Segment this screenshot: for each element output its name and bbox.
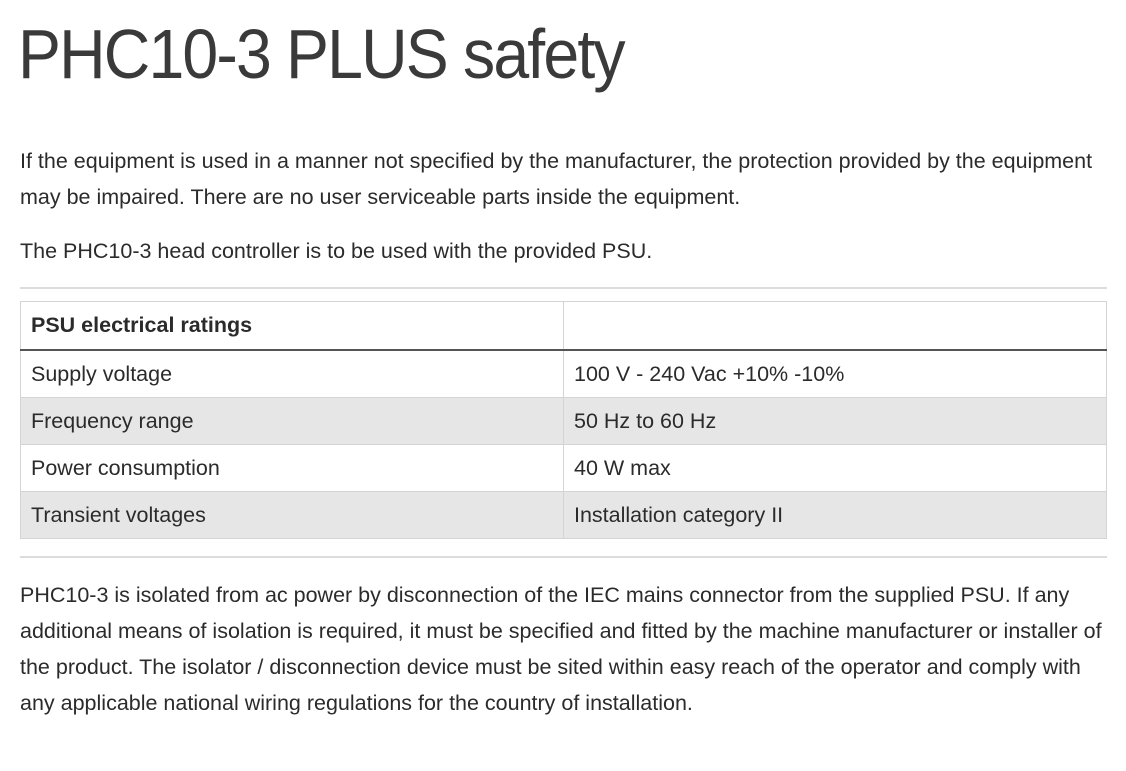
isolation-paragraph: PHC10-3 is isolated from ac power by disconnection of the IEC mains connector from the supplied PSU. If any additional means of isolation is required, it must be specified and fitted by the machine manufacturer or installer of the product. The isolator / disconnection device must be sited within easy reach of the operator and comply with any applicable national wiring regulations for the country of installation.: [20, 583, 1102, 715]
table-cell-label: Frequency range: [21, 398, 564, 445]
table-row: [21, 445, 1107, 492]
table-row: [21, 350, 1107, 398]
divider-top: [20, 287, 1107, 289]
table-cell-value: 50 Hz to 60 Hz: [564, 398, 1107, 445]
divider-bottom: [20, 556, 1107, 558]
psu-ratings-table: [20, 301, 1107, 539]
page-title: PHC10-3 PLUS safety: [18, 15, 624, 93]
table-row: [21, 492, 1107, 539]
table-header-cell: [564, 302, 1107, 351]
table-cell-value: 100 V - 240 Vac +10% -10%: [564, 350, 1107, 398]
table-header-row: [21, 302, 1107, 351]
table-cell-value: 40 W max: [564, 445, 1107, 492]
table-cell-label: Power consumption: [21, 445, 564, 492]
table-cell-label: Transient voltages: [21, 492, 564, 539]
table-cell-value: Installation category II: [564, 492, 1107, 539]
table-header-cell: PSU electrical ratings: [21, 302, 564, 351]
table-cell-label: Supply voltage: [21, 350, 564, 398]
intro-paragraph: If the equipment is used in a manner not specified by the manufacturer, the protection provided by the equipment may be impaired. There are no user serviceable parts inside the equipment.: [20, 149, 1093, 209]
psu-note: The PHC10-3 head controller is to be used with the provided PSU.: [20, 239, 653, 263]
table-row: [21, 398, 1107, 445]
